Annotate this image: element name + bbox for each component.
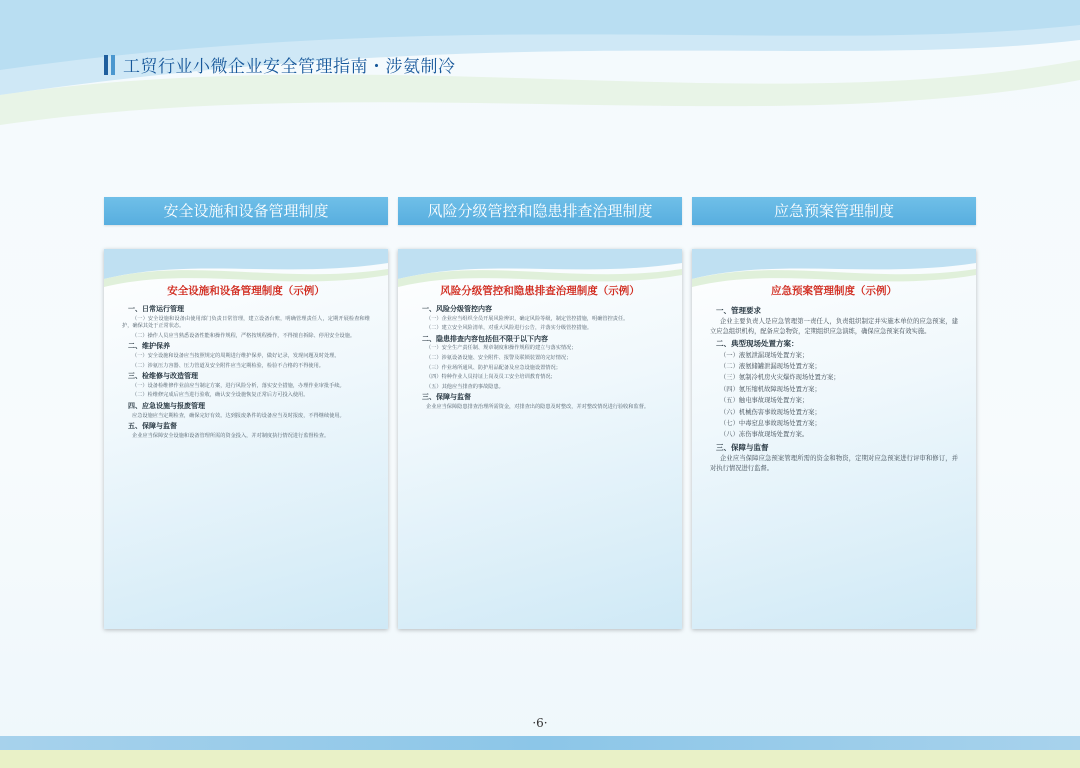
paragraph: （五）其他应当排查的事故隐患。 [426,383,504,390]
paragraph: （一）设备检维修作业前应当制定方案，进行风险分析，落实安全措施，办理作业审批手续。 [132,382,345,389]
card-document-title: 应急预案管理制度（示例） [771,285,897,297]
section-heading: 一、日常运行管理 [128,305,184,313]
card-body [710,306,958,473]
page-number: ·6· [532,716,548,730]
paragraph: （五）触电事故现场处置方案； [720,397,809,405]
paragraph: （一）液氨泄漏现场处置方案； [720,351,809,359]
section-heading: 一、管理要求 [716,306,761,315]
section-heading: 四、应急设施与报废管理 [128,401,205,410]
header-decorative-wave [0,0,1080,170]
document-title: 工贸行业小微企业安全管理指南・涉氨制冷 [123,57,456,77]
paragraph: 企业应当保障安全设施和设备管理所需的资金投入，并对制度执行情况进行监督检查。 [132,432,330,439]
paragraph: （三）作业场所通风、防护用品配备及应急设施设置情况； [426,364,561,371]
document-header [104,52,456,77]
section-heading: 二、维护保养 [128,342,170,351]
section-heading: 五、保障与监督 [128,422,177,431]
footer-band [0,736,1080,750]
section-tab-equipment: 安全设施和设备管理制度 [104,197,388,225]
paragraph: 企业主要负责人是应急管理第一责任人，负责组织制定并实施本单位的应急预案，建立应急组织机构，配备应急物资，定期组织应急演练，确保应急预案有效实施。 [710,318,958,335]
section-heading: 一、风险分级管控内容 [422,305,492,313]
paragraph: 企业应当保障隐患排查治理所需资金，对排查出的隐患及时整改，并对整改情况进行验收和监督。 [426,403,650,410]
document-card-emergency-plan [692,249,976,629]
paragraph: （一）安全设施和设备应当按照规定的周期进行维护保养，做好记录，发现问题及时处理。 [132,352,340,359]
card-document-title: 风险分级管控和隐患排查治理制度（示例） [440,285,640,297]
paragraph: （二）建立安全风险清单，对重大风险进行公告，并落实分级管控措施。 [426,325,593,332]
card-body [416,306,664,412]
header-bars-icon [104,55,115,75]
document-card-equipment [104,249,388,629]
paragraph: （三）氨制冷机房火灾爆炸现场处置方案； [720,374,840,382]
section-heading: 二、典型现场处置方案： [716,339,799,349]
footer-strip [0,750,1080,768]
paragraph: （二）涉氨压力容器、压力管道及安全附件应当定期检验，检验不合格的不得使用。 [132,362,324,369]
paragraph: （七）中毒窒息事故现场处置方案； [720,420,821,428]
section-heading: 三、保障与监督 [422,393,471,402]
paragraph: （二）操作人员应当熟悉设备性能和操作规程，严格按规程操作，不得擅自拆除、停用安全设施。 [132,332,356,339]
paragraph: 应急设施应当定期检查，确保完好有效。达到报废条件的设备应当及时报废，不得继续使用。 [132,412,345,419]
section-tab-emergency-plan: 应急预案管理制度 [692,197,976,225]
paragraph: （八）冻伤事故现场处置方案。 [720,431,809,439]
paragraph: （二）涉氨设备设施、安全附件、报警及联锁装置的完好情况； [426,354,572,361]
section-tab-risk-control: 风险分级管控和隐患排查治理制度 [398,197,682,225]
paragraph: （一）安全设施和设备由使用部门负责日常管理，建立设备台账，明确管理责任人，定期开展检查和维护，确保其处于正常状态。 [122,315,370,330]
paragraph: （一）安全生产责任制、规章制度和操作规程的建立与落实情况； [426,345,577,352]
section-heading: 三、保障与监督 [716,442,769,452]
document-card-risk-control [398,249,682,629]
paragraph: （四）特种作业人员持证上岗及员工安全培训教育情况； [426,374,556,381]
paragraph: （六）机械伤害事故现场处置方案； [720,408,821,416]
paragraph: （二）液氨储罐泄漏现场处置方案； [720,363,821,371]
section-heading: 三、检维修与改造管理 [128,372,198,381]
paragraph: （一）企业应当组织全员开展风险辨识，确定风险等级，制定管控措施，明确管控责任。 [426,315,629,322]
paragraph: （四）氨压缩机故障现场处置方案； [720,385,821,393]
paragraph: 企业应当保障应急预案管理所需的资金和物资，定期对应急预案进行评审和修订，并对执行情况进行监督。 [710,455,958,472]
card-body [122,306,370,440]
card-document-title: 安全设施和设备管理制度（示例） [167,285,325,297]
section-heading: 二、隐患排查内容包括但不限于以下内容 [422,334,548,343]
paragraph: （二）检维修完成后应当进行验收，确认安全设施恢复正常后方可投入使用。 [132,392,309,399]
